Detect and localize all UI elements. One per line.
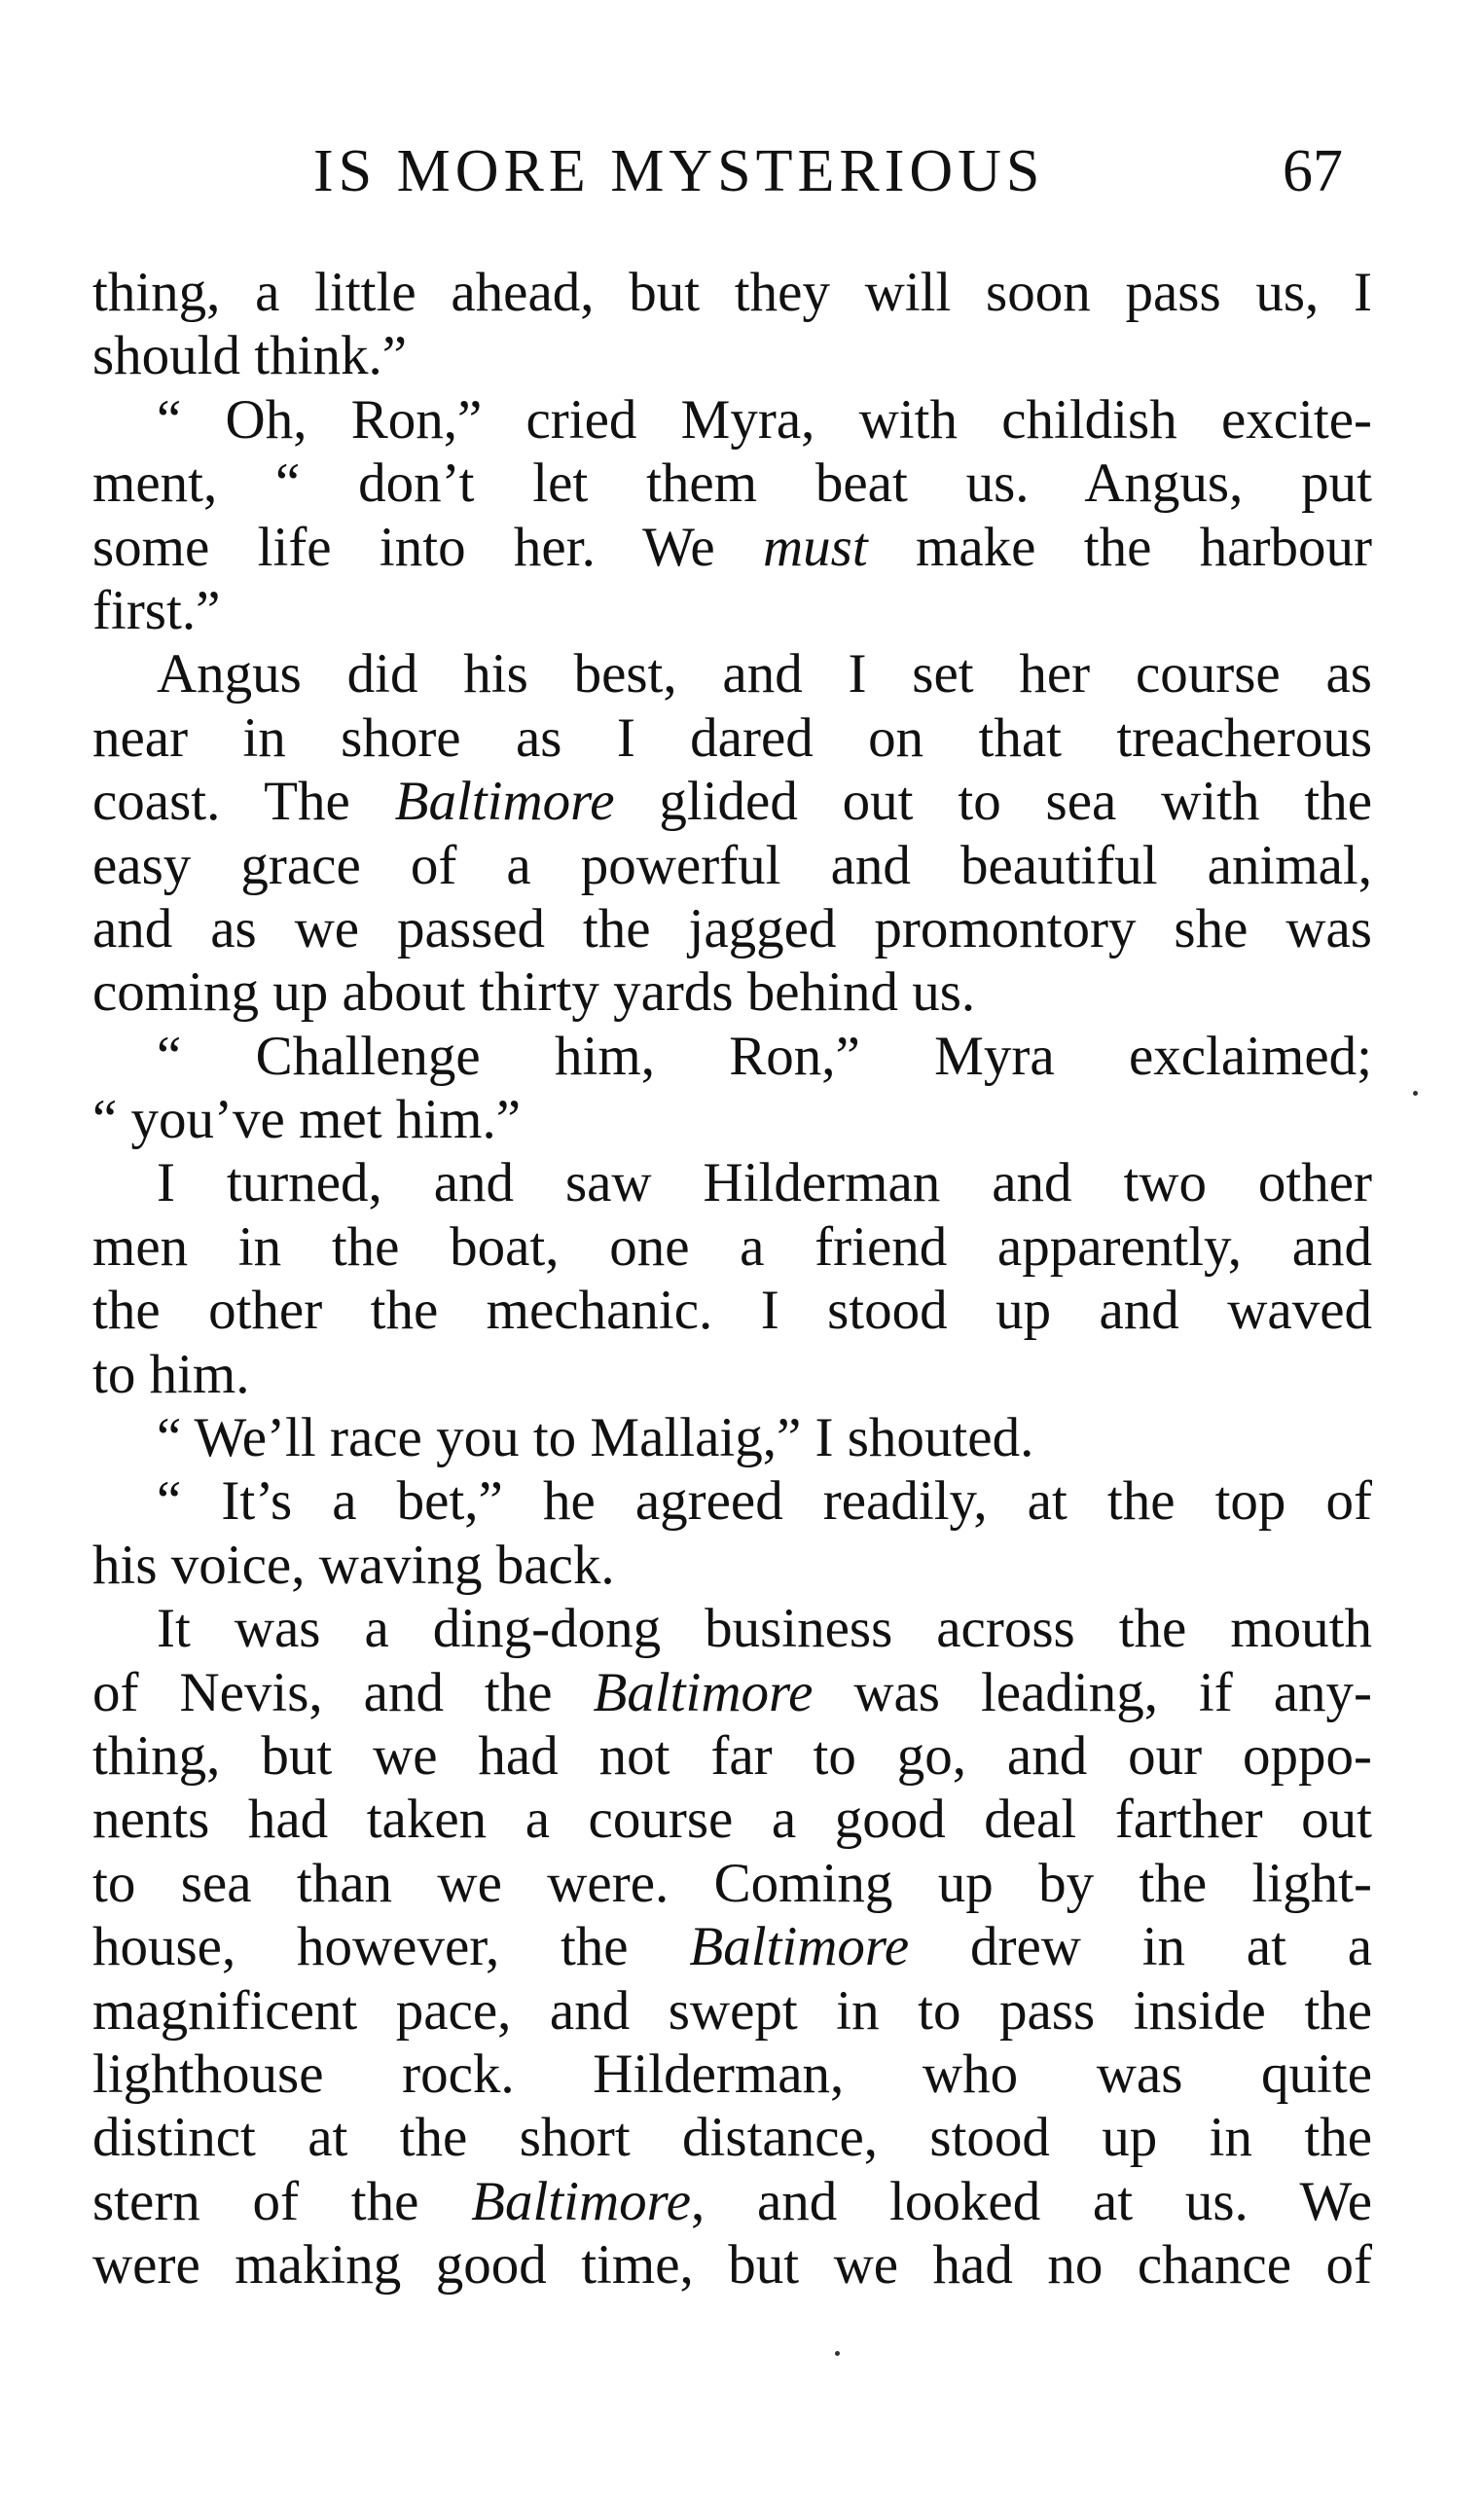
- text-line: [92, 324, 1372, 387]
- text-line: [92, 897, 1372, 960]
- page-number: 67: [1283, 138, 1343, 204]
- text-line: [92, 388, 1372, 452]
- text-segment: and as we passed the jagged promontory she was: [92, 897, 1372, 959]
- text-line: [92, 261, 1372, 324]
- text-segment: It was a ding-dong business across the mouth: [157, 1598, 1372, 1660]
- text-line: [92, 516, 1372, 579]
- text-line: [92, 1724, 1372, 1788]
- text-segment: the other the mechanic. I stood up and waved: [92, 1280, 1372, 1342]
- text-line: [92, 1215, 1372, 1279]
- text-segment: to sea than we were. Coming up by the light-: [92, 1852, 1372, 1914]
- running-title: IS MORE MYSTERIOUS: [313, 138, 1045, 204]
- italic-text-segment: Baltimore: [471, 2170, 692, 2232]
- running-head: [0, 132, 1484, 210]
- text-segment: “ It’s a bet,” he agreed readily, at the top of: [157, 1470, 1372, 1533]
- text-line: [92, 579, 1372, 642]
- text-segment: , and looked at us. We: [691, 2170, 1372, 2232]
- text-line: [92, 960, 1372, 1024]
- text-segment: “ We’ll race you to Mallaig,” I shouted.: [157, 1407, 1034, 1469]
- body-text: [92, 261, 1372, 2297]
- text-segment: “ Challenge him, Ron,” Myra exclaimed;: [157, 1025, 1372, 1087]
- text-line: [92, 1788, 1372, 1851]
- text-segment: thing, but we had not far to go, and our oppo-: [92, 1724, 1372, 1787]
- text-line: [92, 1151, 1372, 1214]
- text-line: [92, 706, 1372, 770]
- text-segment: his voice, waving back.: [92, 1534, 615, 1596]
- italic-text-segment: must: [762, 516, 868, 578]
- text-line: [92, 834, 1372, 897]
- text-line: [92, 1979, 1372, 2043]
- text-line: [92, 1915, 1372, 1978]
- text-segment: magnificent pace, and swept in to pass inside the: [92, 1979, 1372, 2042]
- text-segment: some life into her. We: [92, 516, 763, 578]
- text-segment: was leading, if any-: [813, 1661, 1372, 1723]
- text-segment: ment, “ don’t let them beat us. Angus, put: [92, 452, 1372, 515]
- text-line: [92, 1534, 1372, 1597]
- italic-text-segment: Baltimore: [689, 1916, 910, 1978]
- text-segment: stern of the: [92, 2170, 472, 2232]
- italic-text-segment: Baltimore: [394, 771, 615, 833]
- text-line: [92, 1597, 1372, 1660]
- text-line: [92, 1088, 1372, 1151]
- text-segment: “ Oh, Ron,” cried Myra, with childish excite-: [157, 388, 1372, 451]
- text-line: [92, 1661, 1372, 1724]
- text-segment: distinct at the short distance, stood up in the: [92, 2107, 1372, 2169]
- stray-mark: [835, 2351, 840, 2356]
- text-segment: easy grace of a powerful and beautiful animal,: [92, 834, 1372, 896]
- text-line: [92, 2043, 1372, 2106]
- text-line: [92, 770, 1372, 833]
- text-segment: of Nevis, and the: [92, 1661, 594, 1723]
- text-line: [92, 1406, 1372, 1469]
- text-segment: make the harbour: [867, 516, 1372, 578]
- text-segment: men in the boat, one a friend apparently, and: [92, 1215, 1372, 1278]
- text-segment: lighthouse rock. Hilderman, who was quite: [92, 2043, 1372, 2105]
- text-line: [92, 1852, 1372, 1915]
- text-line: [92, 1279, 1372, 1342]
- text-line: [92, 1469, 1372, 1533]
- italic-text-segment: Baltimore: [593, 1661, 814, 1723]
- text-segment: coming up about thirty yards behind us.: [92, 961, 976, 1024]
- text-line: [92, 2233, 1372, 2297]
- text-segment: first.”: [92, 579, 221, 641]
- text-segment: coast. The: [92, 771, 395, 833]
- text-line: [92, 2170, 1372, 2233]
- text-line: [92, 1343, 1372, 1406]
- text-segment: “ you’ve met him.”: [92, 1089, 522, 1151]
- text-line: [92, 2106, 1372, 2169]
- text-segment: thing, a little ahead, but they will soon pass us, I: [92, 262, 1372, 323]
- text-segment: nents had taken a course a good deal farther out: [92, 1789, 1372, 1851]
- text-segment: I turned, and saw Hilderman and two other: [157, 1152, 1372, 1214]
- stray-mark: [1413, 1091, 1418, 1096]
- text-line: [92, 452, 1372, 515]
- text-segment: Angus did his best, and I set her course as: [157, 643, 1372, 705]
- text-line: [92, 1025, 1372, 1088]
- text-segment: house, however, the: [92, 1916, 690, 1978]
- text-segment: near in shore as I dared on that treacherous: [92, 706, 1372, 769]
- text-segment: drew in at a: [909, 1916, 1372, 1978]
- text-segment: to him.: [92, 1343, 250, 1405]
- text-segment: glided out to sea with the: [614, 771, 1372, 833]
- text-segment: were making good time, but we had no chance of: [92, 2234, 1372, 2297]
- text-line: [92, 642, 1372, 705]
- text-segment: should think.”: [92, 325, 407, 387]
